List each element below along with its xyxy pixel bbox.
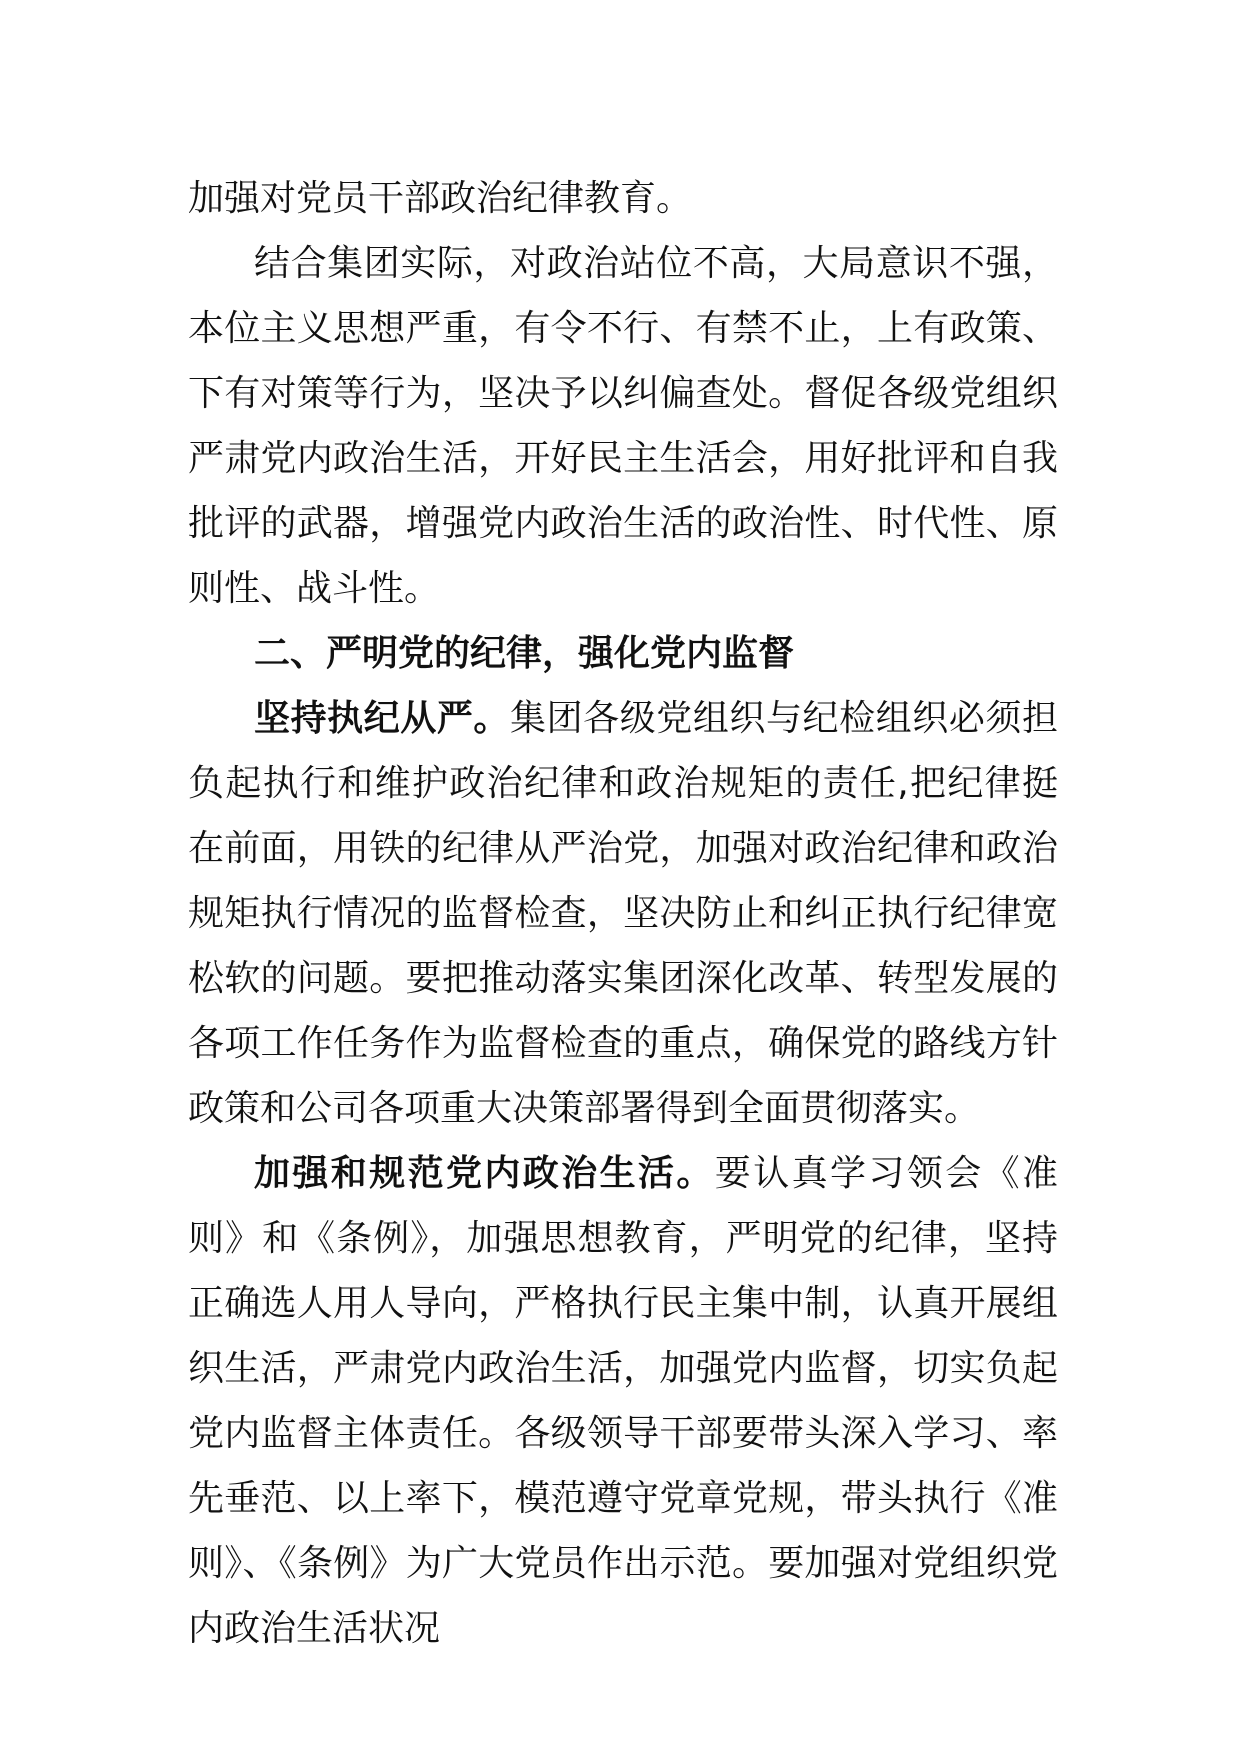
paragraph-text: 加强对党员干部政治纪律教育。	[188, 178, 693, 219]
paragraph-lead: 坚持执纪从严。	[254, 698, 510, 739]
paragraph-text: 集团各级党组织与纪检组织必须担负起执行和维护政治纪律和政治规矩的责任,把纪律挺在前面，用铁的纪律从严治党，加强对政治纪律和政治规矩执行情况的监督检查，坚决防止和纠正执行纪律宽松软的问题。要把推动落实集团深化改革、转型发展的各项工作任务作为监督检查的重点，确保党的路线方针政策和公司各项重大决策部署得到全面贯彻落实。	[188, 698, 1058, 1129]
section-heading	[188, 621, 1058, 686]
paragraph-lead: 加强和规范党内政治生活。	[254, 1153, 715, 1194]
document-body	[188, 166, 1058, 1661]
section-heading-text: 二、严明党的纪律，强化党内监督	[254, 633, 795, 674]
paragraph-text: 要认真学习领会《准则》和《条例》，加强思想教育，严明党的纪律，坚持正确选人用人导向，严格执行民主集中制，认真开展组织生活，严肃党内政治生活，加强党内监督，切实负起党内监督主体责任。各级领导干部要带头深入学习、率先垂范、以上率下，模范遵守党章党规，带头执行《准则》、《条例》为广大党员作出示范。要加强对党组织党内政治生活状况	[188, 1153, 1058, 1649]
paragraph-text: 结合集团实际，对政治站位不高，大局意识不强，本位主义思想严重，有令不行、有禁不止，上有政策、下有对策等行为，坚决予以纠偏查处。督促各级党组织严肃党内政治生活，开好民主生活会，用好批评和自我批评的武器，增强党内政治生活的政治性、时代性、原则性、战斗性。	[188, 243, 1058, 609]
paragraph-political-stance	[188, 231, 1058, 621]
paragraph-political-life	[188, 1141, 1058, 1661]
paragraph-strict-discipline	[188, 686, 1058, 1141]
paragraph-continuation	[188, 166, 1058, 231]
